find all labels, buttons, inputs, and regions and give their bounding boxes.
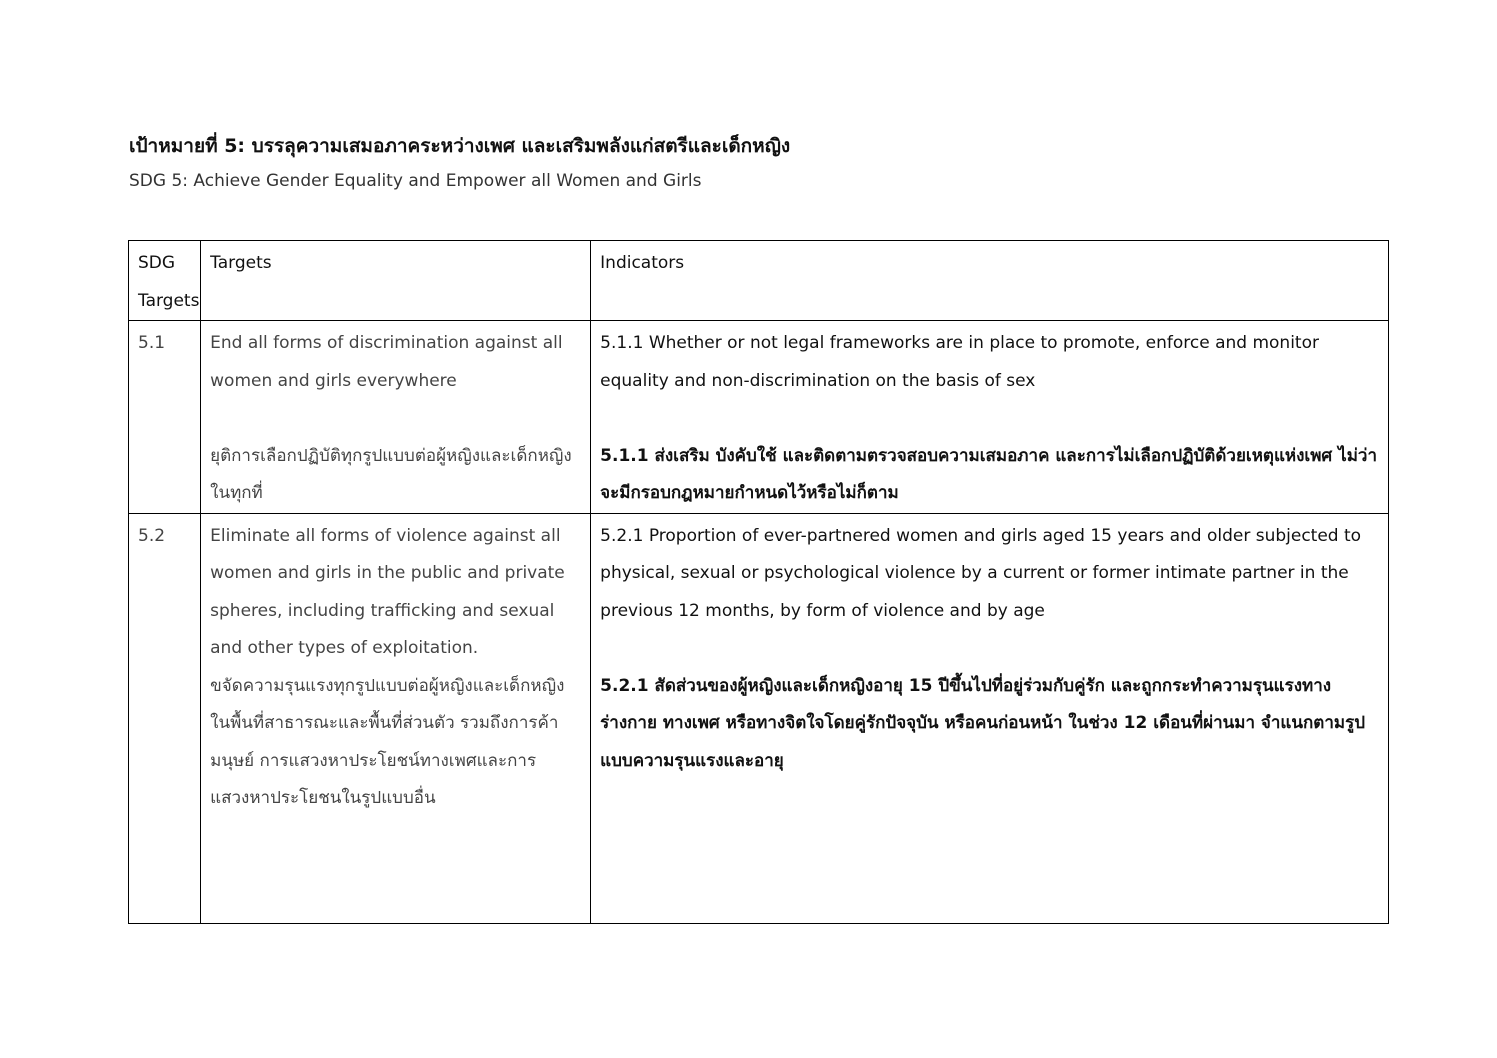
table-header-row bbox=[129, 241, 1389, 321]
indicator-cell bbox=[591, 513, 1389, 923]
target-text-en: End all forms of discrimination against all women and girls everywhere bbox=[210, 333, 563, 391]
header-sdg-targets bbox=[129, 241, 201, 321]
target-text-th: ขจัดความรุนแรงทุกรูปแบบต่อผู้หญิงและเด็กหญิงในพื้นที่สาธารณะและพื้นที่ส่วนตัว รวมถึงการค้ามนุษย์ การแสวงหาประโยชน์ทางเพศและการแสวงหาประโยชนในรูปแบบอื่น bbox=[210, 675, 565, 808]
sdg-targets-table bbox=[128, 240, 1389, 924]
target-cell bbox=[201, 321, 591, 514]
indicator-text-th: 5.1.1 ส่งเสริม บังคับใช้ และติดตามตรวจสอบความเสมอภาค และการไม่เลือกปฏิบัติด้วยเหตุแห่งเพศ ไม่ว่าจะมีกรอบกฎหมายกำหนดไว้หรือไม่ก็ตาม bbox=[600, 445, 1377, 503]
indicator-cell bbox=[591, 321, 1389, 514]
indicator-text-en: 5.2.1 Proportion of ever-partnered women and girls aged 15 years and older subjected to physical, sexual or psychological violence by a current or former intimate partner in the previous 12 months, by form of violence and by age bbox=[600, 525, 1362, 621]
page-title: เป้าหมายที่ 5: บรรลุความเสมอภาคระหว่างเพศ และเสริมพลังแก่สตรีและเด็กหญิง bbox=[129, 135, 791, 157]
table-row bbox=[129, 321, 1389, 514]
sdg-target-number: 5.1 bbox=[129, 321, 201, 514]
sdg-target-number: 5.2 bbox=[129, 513, 201, 923]
indicator-text-en: 5.1.1 Whether or not legal frameworks are in place to promote, enforce and monitor equality and non-discrimination on the basis of sex bbox=[600, 333, 1319, 391]
header-sdg-line2: Targets bbox=[138, 290, 200, 311]
target-cell bbox=[201, 513, 591, 923]
table-row bbox=[129, 513, 1389, 923]
indicator-text-th: 5.2.1 สัดส่วนของผู้หญิงและเด็กหญิงอายุ 15 ปีขึ้นไปที่อยู่ร่วมกับคู่รัก และถูกกระทำความรุนแรงทางร่างกาย ทางเพศ หรือทางจิตใจโดยคู่รักปัจจุบัน หรือคนก่อนหน้า ในช่วง 12 เดือนที่ผ่านมา จำแนกตามรูปแบบความรุนแรงและอายุ bbox=[600, 675, 1365, 771]
target-text-th: ยุติการเลือกปฏิบัติทุกรูปแบบต่อผู้หญิงและเด็กหญิงในทุกที่ bbox=[210, 445, 572, 503]
header-sdg-line1: SDG bbox=[138, 253, 176, 273]
header-indicators: Indicators bbox=[591, 241, 1389, 321]
page-subtitle: SDG 5: Achieve Gender Equality and Empower all Women and Girls bbox=[129, 171, 702, 191]
header-targets: Targets bbox=[201, 241, 591, 321]
target-text-en: Eliminate all forms of violence against all women and girls in the public and private spheres, including trafficking and sexual and other types of exploitation. bbox=[210, 525, 565, 658]
